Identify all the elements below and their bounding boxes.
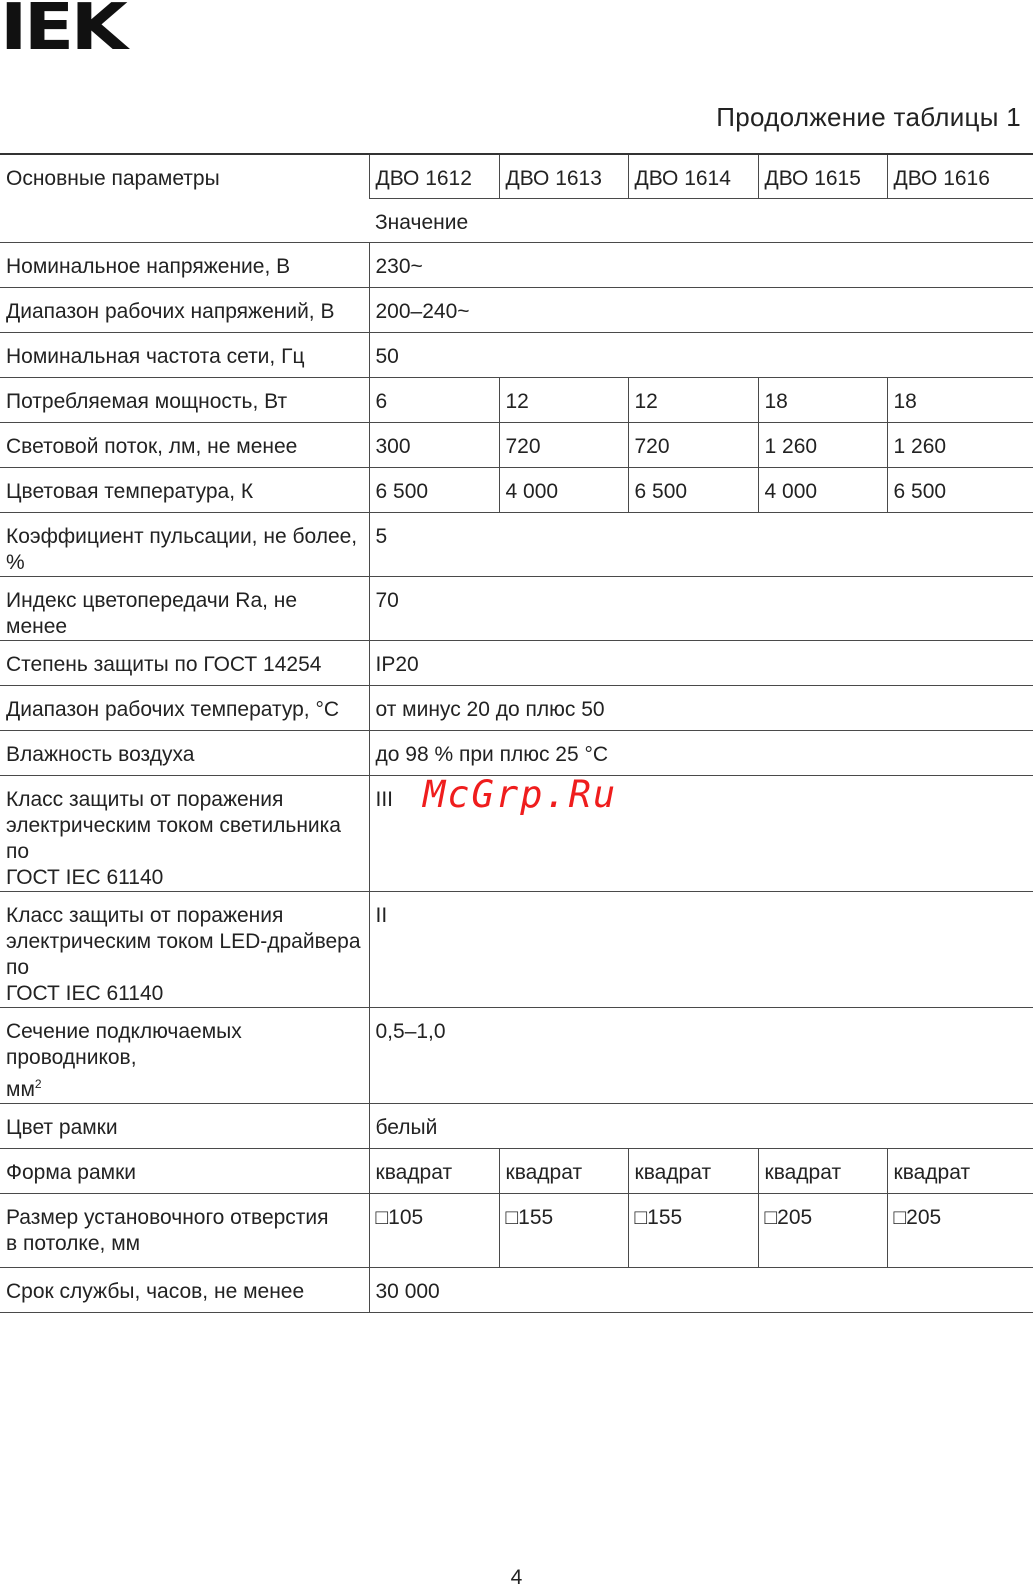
row-label: Срок службы, часов, не менее xyxy=(0,1267,369,1312)
iek-logo: IEK xyxy=(0,0,125,65)
row-value: 50 xyxy=(369,332,1033,377)
row-value: □205 xyxy=(887,1193,1033,1267)
row-label: Световой поток, лм, не менее xyxy=(0,422,369,467)
table-row xyxy=(0,1193,1033,1267)
row-value: □155 xyxy=(499,1193,628,1267)
label-line: Класс защиты от поражения xyxy=(6,787,284,811)
table-row xyxy=(0,891,1033,1007)
model-header-cell: ДВО 1613 xyxy=(499,154,628,198)
row-value: 30 000 xyxy=(369,1267,1033,1312)
row-label: Коэффициент пульсации, не более, % xyxy=(0,512,369,576)
row-value: квадрат xyxy=(628,1148,758,1193)
row-value: 4 000 xyxy=(758,467,887,512)
label-line: в потолке, мм xyxy=(6,1231,141,1255)
row-label: Цвет рамки xyxy=(0,1103,369,1148)
row-value: 6 500 xyxy=(369,467,499,512)
row-value: 1 260 xyxy=(887,422,1033,467)
row-value: III xyxy=(369,775,1033,891)
row-label: Степень защиты по ГОСТ 14254 xyxy=(0,640,369,685)
row-value: квадрат xyxy=(758,1148,887,1193)
row-label: Диапазон рабочих температур, °С xyxy=(0,685,369,730)
row-value: 4 000 xyxy=(499,467,628,512)
model-header-cell: ДВО 1616 xyxy=(887,154,1033,198)
row-label: Диапазон рабочих напряжений, В xyxy=(0,287,369,332)
table-row xyxy=(0,242,1033,287)
row-value: 6 xyxy=(369,377,499,422)
label-line: электрическим током светильника по xyxy=(6,813,341,863)
label-line: ГОСТ IEC 61140 xyxy=(6,981,164,1005)
row-value: □155 xyxy=(628,1193,758,1267)
row-label: Индекс цветопередачи Ra, не менее xyxy=(0,576,369,640)
table-row xyxy=(0,512,1033,576)
row-value: 18 xyxy=(758,377,887,422)
watermark-text: McGrp.Ru xyxy=(423,773,618,816)
table-row xyxy=(0,1103,1033,1148)
row-label xyxy=(0,1007,369,1103)
label-line: электрическим током LED-драйвера по xyxy=(6,929,361,979)
table-row xyxy=(0,685,1033,730)
label-line: $мм^2$ xyxy=(6,1076,42,1101)
row-label xyxy=(0,1193,369,1267)
row-label xyxy=(0,891,369,1007)
row-label: Влажность воздуха xyxy=(0,730,369,775)
page-number: 4 xyxy=(510,1566,523,1589)
row-value: до 98 % при плюс 25 °С xyxy=(369,730,1033,775)
row-value: 200–240~ xyxy=(369,287,1033,332)
row-value: □205 xyxy=(758,1193,887,1267)
row-label: Номинальное напряжение, В xyxy=(0,242,369,287)
model-header-cell: ДВО 1615 xyxy=(758,154,887,198)
table-header-row xyxy=(0,154,1033,198)
row-value: 70 xyxy=(369,576,1033,640)
table-row xyxy=(0,287,1033,332)
row-value: 18 xyxy=(887,377,1033,422)
table-row xyxy=(0,467,1033,512)
row-value: □105 xyxy=(369,1193,499,1267)
table-row xyxy=(0,422,1033,467)
row-value: квадрат xyxy=(499,1148,628,1193)
table-row xyxy=(0,1148,1033,1193)
row-label xyxy=(0,775,369,891)
row-value: белый xyxy=(369,1103,1033,1148)
superscript: 2 xyxy=(34,1076,42,1091)
row-value: 5 xyxy=(369,512,1033,576)
row-value: 300 xyxy=(369,422,499,467)
table-row xyxy=(0,377,1033,422)
row-value: 720 xyxy=(628,422,758,467)
row-value: II xyxy=(369,891,1033,1007)
table-row xyxy=(0,1007,1033,1103)
model-header-cell: ДВО 1612 xyxy=(369,154,499,198)
label-line: ГОСТ IEC 61140 xyxy=(6,865,164,889)
row-value: 230~ xyxy=(369,242,1033,287)
row-value: 12 xyxy=(628,377,758,422)
label-line: Класс защиты от поражения xyxy=(6,903,284,927)
table-continuation-caption: Продолжение таблицы 1 xyxy=(716,102,1021,132)
row-value: квадрат xyxy=(369,1148,499,1193)
row-label: Цветовая температура, К xyxy=(0,467,369,512)
row-value: 6 500 xyxy=(887,467,1033,512)
row-value: IP20 xyxy=(369,640,1033,685)
model-header-cell: ДВО 1614 xyxy=(628,154,758,198)
table-row xyxy=(0,1267,1033,1312)
row-value: 0,5–1,0 xyxy=(369,1007,1033,1103)
row-label: Форма рамки xyxy=(0,1148,369,1193)
label-line: Сечение подключаемых проводников, xyxy=(6,1019,242,1069)
row-value: 12 xyxy=(499,377,628,422)
row-label: Номинальная частота сети, Гц xyxy=(0,332,369,377)
table-row xyxy=(0,332,1033,377)
table-row xyxy=(0,640,1033,685)
row-value: квадрат xyxy=(887,1148,1033,1193)
table-row xyxy=(0,576,1033,640)
table-row xyxy=(0,730,1033,775)
row-value: 720 xyxy=(499,422,628,467)
row-label: Потребляемая мощность, Вт xyxy=(0,377,369,422)
param-header-cell: Основные параметры xyxy=(0,154,369,242)
row-value: 1 260 xyxy=(758,422,887,467)
value-header-cell: Значение xyxy=(369,198,1033,242)
specifications-table xyxy=(0,153,1033,1313)
label-line: Размер установочного отверстия xyxy=(6,1205,329,1229)
row-value: 6 500 xyxy=(628,467,758,512)
row-value: от минус 20 до плюс 50 xyxy=(369,685,1033,730)
